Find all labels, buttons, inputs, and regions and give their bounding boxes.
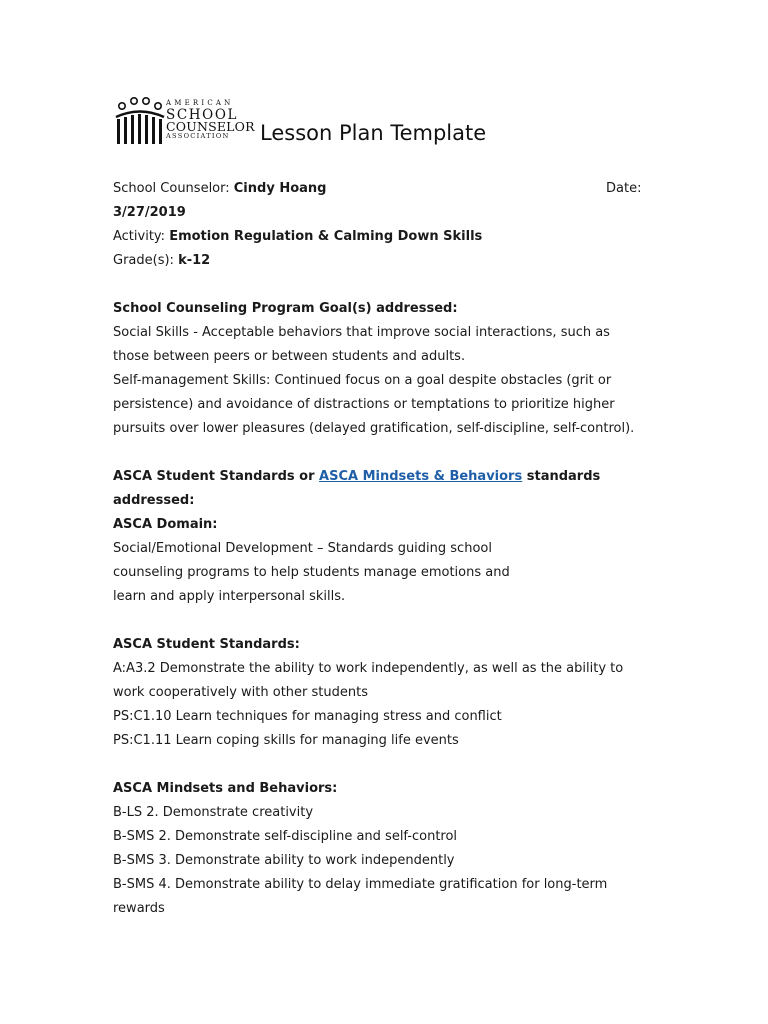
standards-heading	[113, 465, 653, 489]
activity-label: Activity:	[113, 229, 170, 244]
asca-logo	[113, 95, 255, 147]
grade-value: k-12	[178, 253, 211, 268]
domain-line: counseling programs to help students manage emotions and	[113, 565, 510, 580]
goals-line: pursuits over lower pleasures (delayed gratification, self-discipline, self-control).	[113, 421, 635, 436]
logo-line-american: AMERICAN	[166, 99, 234, 107]
asca-mindsets-link[interactable]: ASCA Mindsets & Behaviors	[319, 469, 523, 484]
mindset-line: B-SMS 3. Demonstrate ability to work independently	[113, 853, 455, 868]
goals-line: Self-management Skills: Continued focus on a goal despite obstacles (grit or	[113, 373, 612, 388]
document-header	[113, 95, 673, 155]
mindset-line: B-LS 2. Demonstrate creativity	[113, 805, 314, 820]
date-value: 3/27/2019	[113, 205, 186, 220]
student-standard-line: work cooperatively with other students	[113, 685, 368, 700]
goals-line: Social Skills - Acceptable behaviors that improve social interactions, such as	[113, 325, 610, 340]
goals-line: those between peers or between students and adults.	[113, 349, 466, 364]
domain-heading: ASCA Domain:	[113, 517, 218, 532]
mindset-line: B-SMS 4. Demonstrate ability to delay immediate gratification for long-term	[113, 877, 608, 892]
spacer	[113, 609, 653, 633]
domain-line: learn and apply interpersonal skills.	[113, 589, 346, 604]
spacer	[113, 441, 653, 465]
asca-logo-wordmark	[166, 99, 255, 141]
grade-row	[113, 249, 653, 273]
student-standard-line: A:A3.2 Demonstrate the ability to work independently, as well as the ability to	[113, 661, 624, 676]
grade-label: Grade(s):	[113, 253, 179, 268]
activity-row	[113, 225, 653, 249]
counselor-value: Cindy Hoang	[233, 181, 327, 196]
logo-line-school: SCHOOL	[166, 107, 239, 123]
logo-line-counselor: COUNSELOR	[166, 119, 255, 134]
mindsets-heading: ASCA Mindsets and Behaviors:	[113, 781, 338, 796]
domain-line: Social/Emotional Development – Standards guiding school	[113, 541, 492, 556]
student-standards-heading: ASCA Student Standards:	[113, 637, 300, 652]
asca-logo-figures-icon	[113, 95, 165, 147]
standards-heading-part1: ASCA Student Standards or	[113, 469, 320, 484]
student-standard-line: PS:C1.11 Learn coping skills for managing life events	[113, 733, 459, 748]
logo-line-association: ASSOCIATION	[166, 132, 230, 140]
goals-heading: School Counseling Program Goal(s) addressed:	[113, 301, 458, 316]
goals-line: persistence) and avoidance of distractions or temptations to prioritize higher	[113, 397, 615, 412]
standards-heading-part3: addressed:	[113, 493, 195, 508]
counselor-row	[113, 177, 653, 201]
spacer	[113, 273, 653, 297]
standards-heading-part2: standards	[522, 469, 601, 484]
page-title: Lesson Plan Template	[260, 121, 487, 145]
student-standard-line: PS:C1.10 Learn techniques for managing stress and conflict	[113, 709, 502, 724]
counselor-label: School Counselor:	[113, 181, 234, 196]
mindset-line: rewards	[113, 901, 165, 916]
activity-value: Emotion Regulation & Calming Down Skills	[169, 229, 483, 244]
document-body	[113, 177, 653, 921]
mindset-line: B-SMS 2. Demonstrate self-discipline and self-control	[113, 829, 458, 844]
date-label: Date:	[606, 181, 642, 196]
spacer	[113, 753, 653, 777]
